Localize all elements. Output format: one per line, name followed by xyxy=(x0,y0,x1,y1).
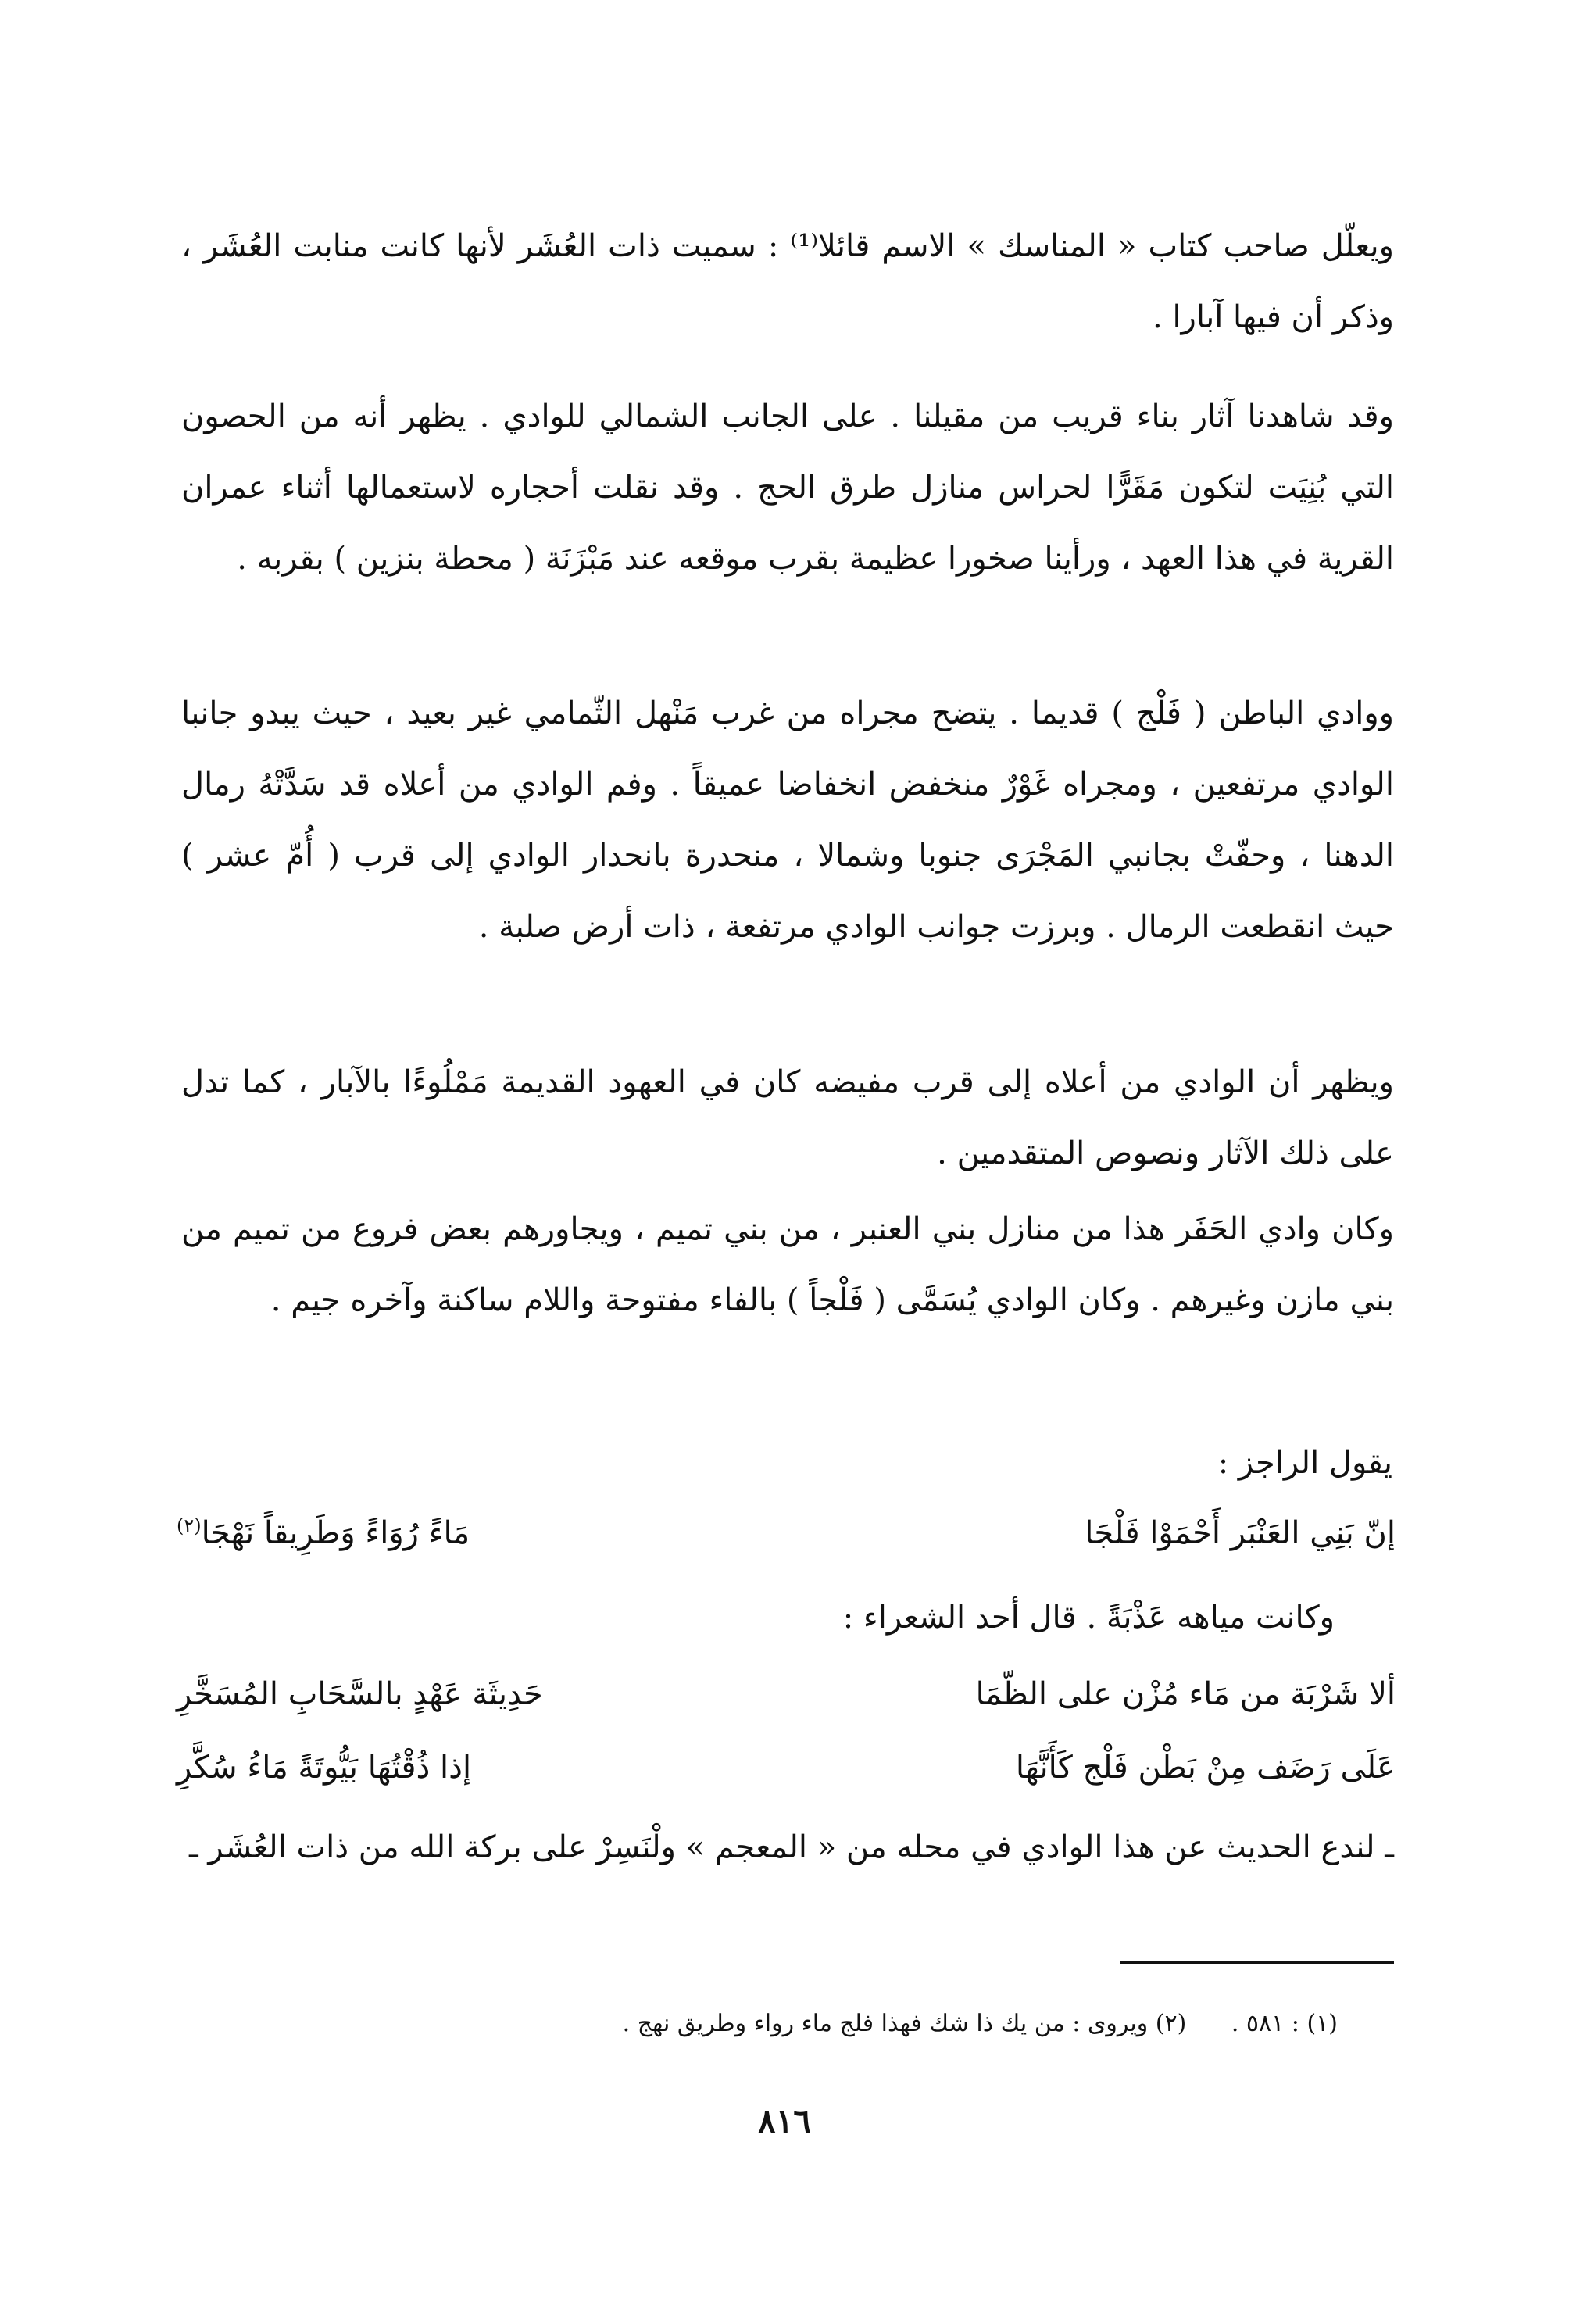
footnote-1: (١) : ٥٨١ . xyxy=(1231,2010,1338,2037)
verse-rajaz-first-hemistich: إنّ بَنِي العَنْبَر أَحْمَوْا فَلْجَا xyxy=(1085,1515,1396,1551)
verse-poem-1-second-hemistich: حَدِيثَة عَهْدٍ بالسَّحَابِ المُسَخَّرِ xyxy=(177,1676,543,1712)
paragraph-1 xyxy=(181,211,1394,353)
paragraph-3 xyxy=(181,678,1394,963)
verse-rajaz-second-text: مَاءً رُوَاءً وَطَرِيقاً نَهْجَا xyxy=(201,1515,470,1551)
closing-paragraph: ـ لندع الحديث عن هذا الوادي في محله من « المعجم » ولْنَسِرْ على بركة الله من ذات العُشَر ـ xyxy=(188,1829,1394,1865)
verse-rajaz-second-hemistich xyxy=(177,1502,470,1564)
paragraph-4-text: ويظهر أن الوادي من أعلاه إلى قرب مفيضه كان في العهود القديمة مَمْلُوءًا بالآبار ، كما تدل على ذلك الآثار ونصوص المتقدمين . xyxy=(181,1064,1394,1171)
rajaz-intro: يقول الراجز : xyxy=(1217,1445,1392,1481)
verse-poem-1-first-hemistich: ألا شَرْبَة من مَاء مُزْن على الظّمَا xyxy=(975,1676,1396,1712)
footnotes xyxy=(585,2000,1338,2047)
paragraph-5 xyxy=(181,1194,1394,1336)
page-number: ٨١٦ xyxy=(758,2102,811,2140)
verse-rajaz xyxy=(177,1502,1396,1564)
paragraph-2 xyxy=(181,381,1394,595)
verse-poem-2-second-hemistich: إذا ذُقْتُهَا بَيُّوتَةً مَاءُ سُكَّرِ xyxy=(177,1750,472,1786)
verse-poem-2 xyxy=(177,1736,1396,1799)
paragraph-1-text: ويعلّل صاحب كتاب « المناسك » الاسم قائلا⁽¹⁾ : سميت ذات العُشَر لأنها كانت منابت العُشَر ، وذكر أن فيها آبارا . xyxy=(181,228,1394,335)
paragraph-5-text: وكان وادي الحَفَر هذا من منازل بني العنبر ، من بني تميم ، ويجاورهم بعض فروع من تميم من بني مازن وغيرهم . وكان الوادي يُسَمَّى ( فَلْجاً ) بالفاء مفتوحة واللام ساكنة وآخره جيم . xyxy=(181,1211,1394,1318)
verse-poem-1 xyxy=(177,1663,1396,1725)
footnote-2: (٢) ويروى : من يك ذا شك فهذا فلج ماء رواء وطريق نهج . xyxy=(622,2010,1187,2037)
verse-poem-2-first-hemistich: عَلَى رَضَف مِنْ بَطْن فَلْج كَأَنَّهَا xyxy=(1015,1750,1396,1786)
footnote-marker-2: (٢) xyxy=(177,1514,202,1537)
poets-intro: وكانت مياهه عَذْبَةً . قال أحد الشعراء : xyxy=(842,1600,1335,1636)
paragraph-3-text: ووادي الباطن ( فَلْج ) قديما . يتضح مجراه من غرب مَنْهل الثّمامي غير بعيد ، حيث يبدو جانبا الوادي مرتفعين ، ومجراه غَوْرٌ منخفض انخفاضا عميقاً . وفم الوادي من أعلاه قد سَدَّتْهُ رمال الدهنا ، وحفّتْ بجانبي المَجْرَى جنوبا وشمالا ، منحدرة بانحدار الوادي إلى قرب ( أُمّ عشر ) حيث انقطعت الرمال . وبرزت جوانب الوادي مرتفعة ، ذات أرض صلبة . xyxy=(181,695,1394,945)
paragraph-2-text: وقد شاهدنا آثار بناء قريب من مقيلنا . على الجانب الشمالي للوادي . يظهر أنه من الحصون التي بُنِيَت لتكون مَقَرًّا لحراس منازل طرق الحج . وقد نقلت أحجاره لاستعمالها أثناء عمران القرية في هذا العهد ، ورأينا صخورا عظيمة بقرب موقعه عند مَبْزَنَة ( محطة بنزين ) بقربه . xyxy=(181,399,1394,577)
footnote-divider xyxy=(1120,1961,1394,1964)
paragraph-4 xyxy=(181,1047,1394,1189)
